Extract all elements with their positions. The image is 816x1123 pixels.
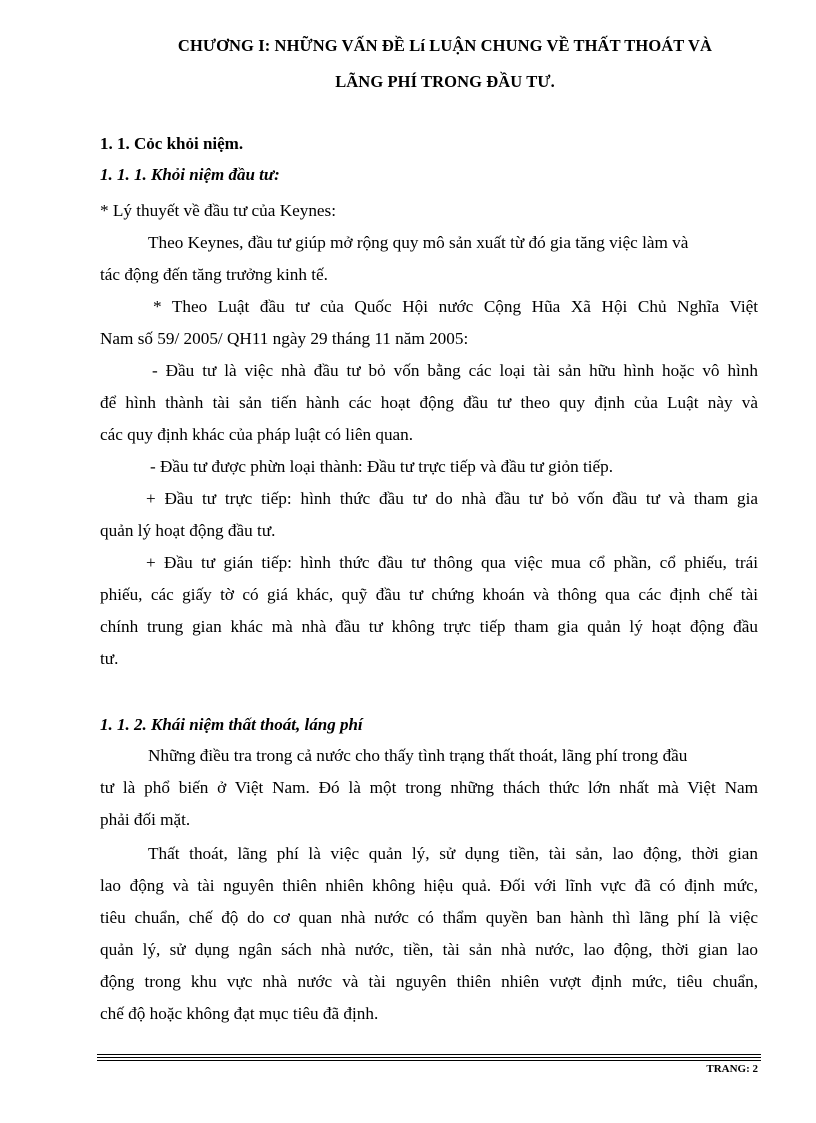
paragraph-line: - Đầu tư là việc nhà đầu tư bỏ vốn bằng các loại tài sản hữu hình hoặc vô hình <box>152 361 758 380</box>
paragraph-line: lao động và tài nguyên thiên nhiên không hiệu quả. Đối với lĩnh vực đã có định mức, <box>100 876 758 895</box>
paragraph-line: tác động đến tăng trưởng kinh tế. <box>100 265 328 284</box>
paragraph-line: Nam số 59/ 2005/ QH11 ngày 29 tháng 11 năm 2005: <box>100 329 469 348</box>
paragraph-line: tiêu chuẩn, chế độ do cơ quan nhà nước có thẩm quyền ban hành thì lãng phí là việc <box>100 908 758 927</box>
section-heading-1-1-2: 1. 1. 2. Khái niệm thất thoát, láng phí <box>100 715 363 734</box>
paragraph-line: động trong khu vực nhà nước và tài nguyên thiên nhiên vượt định mức, tiêu chuẩn, <box>100 972 758 991</box>
paragraph-line: tư là phổ biến ở Việt Nam. Đó là một trong những thách thức lớn nhất mà Việt Nam <box>100 778 758 797</box>
paragraph-line: Thất thoát, lãng phí là việc quản lý, sử dụng tiền, tài sản, lao động, thời gian <box>148 844 758 863</box>
paragraph-line: tư. <box>100 649 119 668</box>
paragraph-line: + Đầu tư trực tiếp: hình thức đầu tư do nhà đầu tư bỏ vốn đầu tư và tham gia <box>146 489 758 508</box>
section-heading-1-1: 1. 1. Cỏc khỏi niệm. <box>100 134 244 153</box>
paragraph-line: chính trung gian khác mà nhà đầu tư không trực tiếp tham gia quản lý hoạt động đầu <box>100 617 758 636</box>
page-number: TRANG: 2 <box>706 1063 758 1075</box>
paragraph-line: phải đối mặt. <box>100 810 191 829</box>
paragraph-line: * Lý thuyết về đầu tư của Keynes: <box>100 201 337 220</box>
section-heading-1-1-1: 1. 1. 1. Khỏi niệm đầu tư: <box>100 165 280 184</box>
paragraph-line: phiếu, các giấy tờ có giá khác, quỹ đầu tư chứng khoán và thông qua các định chế tài <box>100 585 758 604</box>
paragraph-line: các quy định khác của pháp luật có liên quan. <box>100 425 414 444</box>
footer-rule <box>97 1054 761 1055</box>
chapter-title-line-2: LÃNG PHÍ TRONG ĐẦU TƯ. <box>335 72 555 91</box>
paragraph-line: quản lý, sử dụng ngân sách nhà nước, tiền, tài sản nhà nước, lao động, thời gian lao <box>100 940 758 959</box>
paragraph-line: chế độ hoặc không đạt mục tiêu đã định. <box>100 1004 379 1023</box>
paragraph-line: Những điều tra trong cả nước cho thấy tình trạng thất thoát, lãng phí trong đầu <box>148 746 688 765</box>
paragraph-line: Theo Keynes, đầu tư giúp mở rộng quy mô sản xuất từ đó gia tăng việc làm và <box>148 233 689 252</box>
paragraph-line: - Đầu tư được phừn loại thành: Đầu tư trực tiếp và đầu tư giỏn tiếp. <box>150 457 614 476</box>
footer-rule <box>97 1060 761 1061</box>
paragraph-line: để hình thành tài sản tiến hành các hoạt động đầu tư theo quy định của Luật này và <box>100 393 758 412</box>
chapter-title-line-1: CHƯƠNG I: NHỮNG VẤN ĐỀ Lí LUẬN CHUNG VỀ THẤT THOÁT VÀ <box>177 36 713 55</box>
paragraph-line: + Đầu tư gián tiếp: hình thức đầu tư thông qua việc mua cổ phần, cổ phiếu, trái <box>146 553 758 572</box>
paragraph-line: quản lý hoạt động đầu tư. <box>100 521 276 540</box>
paragraph-line: * Theo Luật đầu tư của Quốc Hội nước Cộng Hũa Xã Hội Chủ Nghĩa Việt <box>153 297 758 316</box>
footer-rule <box>97 1057 761 1058</box>
